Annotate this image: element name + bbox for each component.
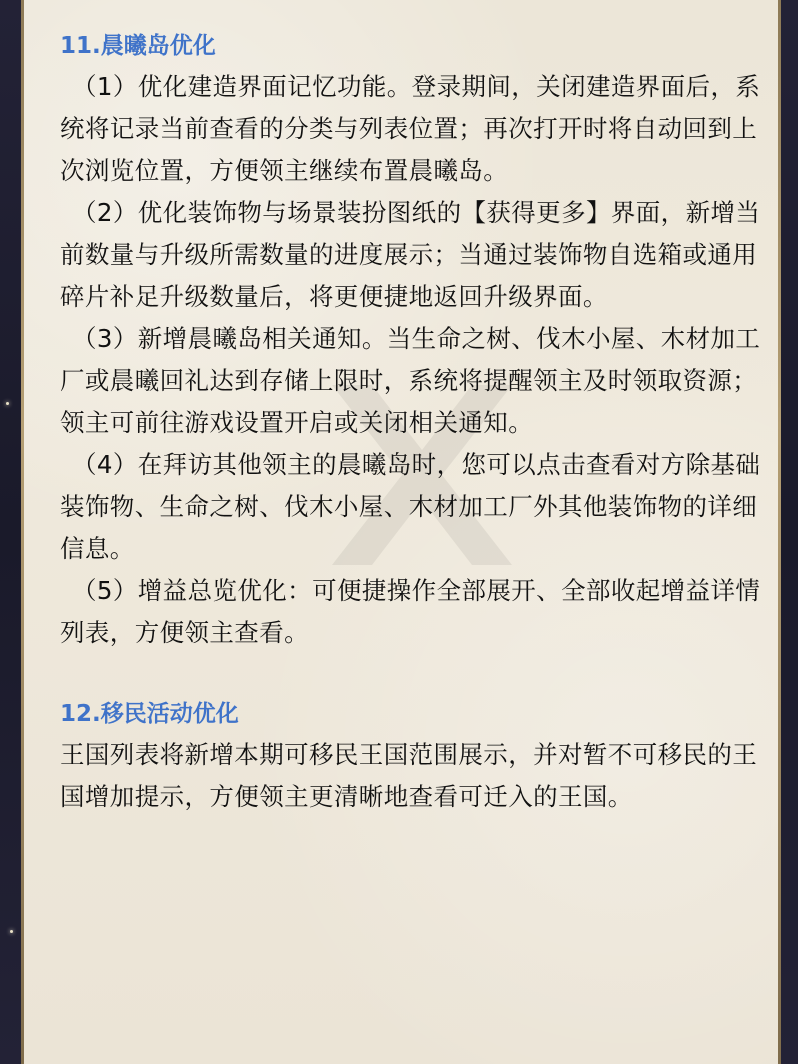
sparkle-decoration: [10, 930, 13, 933]
section-title-migration: 12.移民活动优化: [60, 701, 239, 727]
island-item-3: （3）新增晨曦岛相关通知。当生命之树、伐木小屋、木材加工厂或晨曦回礼达到存储上限时，系统将提醒领主及时领取资源；领主可前往游戏设置开启或关闭相关通知。: [60, 324, 761, 437]
document-paper: [24, 0, 778, 1064]
migration-item-1: 王国列表将新增本期可移民王国范围展示，并对暂不可移民的王国增加提示，方便领主更清晰地查看可迁入的王国。: [60, 740, 758, 811]
right-frame-border: [778, 0, 798, 1064]
island-item-5: （5）增益总览优化：可便捷操作全部展开、全部收起增益详情列表，方便领主查看。: [60, 576, 761, 647]
island-item-2: （2）优化装饰物与场景装扮图纸的【获得更多】界面，新增当前数量与升级所需数量的进度展示；当通过装饰物自选箱或通用碎片补足升级数量后，将更便捷地返回升级界面。: [60, 198, 761, 311]
sparkle-decoration: [6, 402, 9, 405]
island-item-1: （1）优化建造界面记忆功能。登录期间，关闭建造界面后，系统将记录当前查看的分类与列表位置；再次打开时将自动回到上次浏览位置，方便领主继续布置晨曦岛。: [60, 72, 761, 185]
island-item-4: （4）在拜访其他领主的晨曦岛时，您可以点击查看对方除基础装饰物、生命之树、伐木小屋、木材加工厂外其他装饰物的详细信息。: [60, 450, 761, 563]
document-content: [60, 26, 765, 818]
section-title-island: 11.晨曦岛优化: [60, 33, 216, 59]
left-frame-border: [0, 0, 24, 1064]
